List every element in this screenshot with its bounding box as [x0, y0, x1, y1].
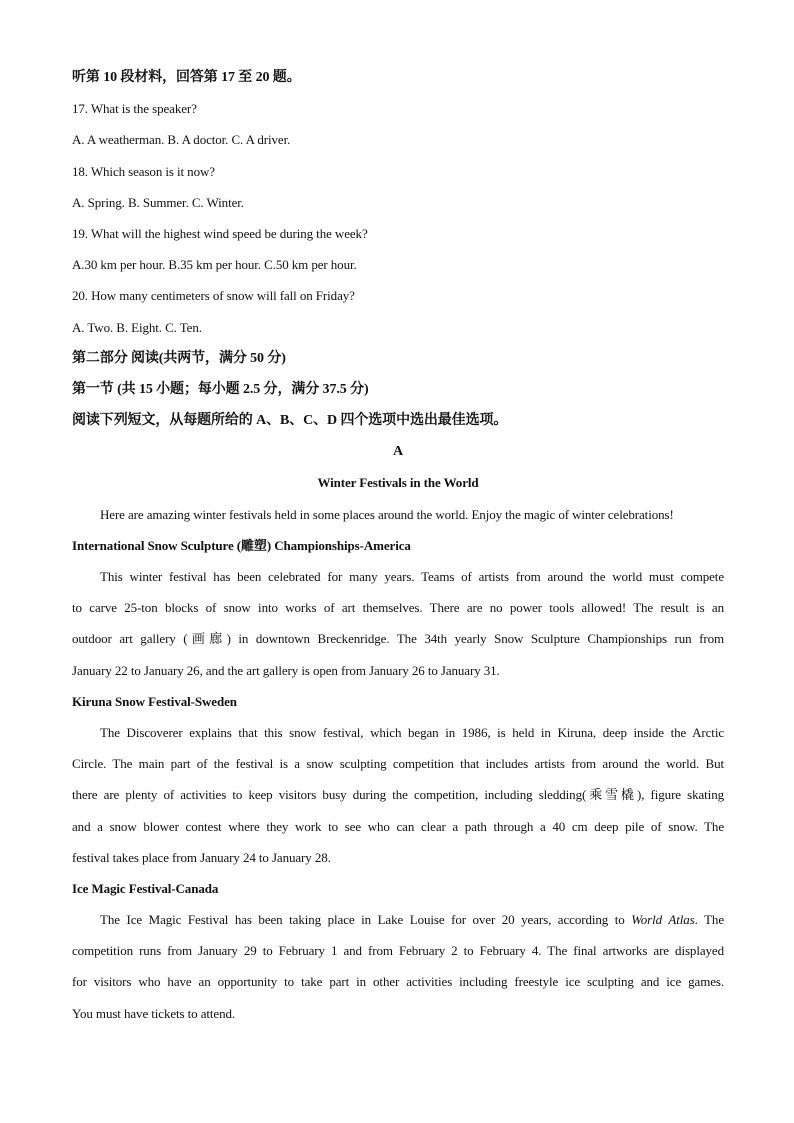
- paragraph-line: This winter festival has been celebrated for many years. Teams of artists from around the world must compete: [100, 569, 724, 584]
- passage-intro: Here are amazing winter festivals held in some places around the world. Enjoy the magic of winter celebrations!: [100, 506, 674, 522]
- paragraph-line: and a snow blower contest where they work to see who can clear a path through a 40 cm deep pile of snow. The: [72, 818, 724, 834]
- paragraph-line: for visitors who have an opportunity to take part in other activities including freestyle ice sculpting and ice games.: [72, 974, 724, 990]
- section-heading-canada: Ice Magic Festival-Canada: [72, 880, 219, 896]
- paragraph-line: The Discoverer explains that this snow festival, which began in 1986, is held in Kiruna, deep inside the Arctic: [100, 724, 724, 740]
- passage-title: Winter Festivals in the World: [317, 475, 479, 491]
- paragraph-line: January 22 to January 26, and the art gallery is open from January 26 to January 31.: [72, 662, 500, 678]
- question-text: 18. Which season is it now?: [72, 163, 215, 179]
- paragraph-line: outdoor art gallery (画廊) in downtown Breckenridge. The 34th yearly Snow Sculpture Championships run from: [72, 631, 724, 647]
- exam-page: [72, 62, 724, 1029]
- section-heading-sweden: Kiruna Snow Festival-Sweden: [72, 693, 237, 709]
- paragraph-line: festival takes place from January 24 to January 28.: [72, 849, 331, 865]
- question-text: 20. How many centimeters of snow will fall on Friday?: [72, 288, 355, 304]
- source-italic: World Atlas: [631, 912, 695, 928]
- paragraph-line: competition runs from January 29 to February 1 and from February 2 to February 4. The final artworks are displayed: [72, 943, 724, 959]
- paragraph-line: to carve 25-ton blocks of snow into works of art themselves. There are no power tools allowed! The result is an: [72, 600, 724, 616]
- reading-section-heading: 第一节 (共 15 小题；每小题 2.5 分，满分 37.5 分): [72, 381, 369, 397]
- paragraph-line: there are plenty of activities to keep visitors busy during the competition, including sledding(乘雪橇), figure skating: [72, 787, 724, 803]
- paragraph-text: . The: [694, 912, 724, 928]
- section-paragraph-america: [72, 561, 724, 686]
- question-20: [72, 280, 724, 342]
- section-paragraph-sweden: [72, 717, 724, 873]
- section-heading-america: International Snow Sculpture (雕塑) Championships-America: [72, 537, 411, 553]
- passage-letter: A: [392, 444, 403, 460]
- question-text: 17. What is the speaker?: [72, 101, 197, 117]
- paragraph-text: The Ice Magic Festival has been taking place in Lake Louise for over 20 years, according to: [100, 912, 632, 928]
- question-text: 19. What will the highest wind speed be during the week?: [72, 225, 368, 241]
- question-17: [72, 93, 724, 155]
- question-options: A.30 km per hour. B.35 km per hour. C.50 km per hour.: [72, 257, 357, 273]
- reading-part-heading: 第二部分 阅读(共两节，满分 50 分): [72, 350, 286, 366]
- question-18: [72, 156, 724, 218]
- question-options: A. Spring. B. Summer. C. Winter.: [72, 194, 244, 210]
- paragraph-line: [72, 904, 724, 935]
- reading-instruction: 阅读下列短文，从每题所给的 A、B、C、D 四个选项中选出最佳选项。: [72, 413, 508, 429]
- question-options: A. Two. B. Eight. C. Ten.: [72, 319, 202, 335]
- paragraph-line: Circle. The main part of the festival is a snow sculpting competition that includes artists from around the world. But: [72, 756, 724, 772]
- paragraph-line: You must have tickets to attend.: [72, 1005, 236, 1021]
- section-paragraph-canada: [72, 904, 724, 1029]
- listening-heading: 听第 10 段材料，回答第 17 至 20 题。: [72, 70, 301, 85]
- question-19: [72, 218, 724, 280]
- question-options: A. A weatherman. B. A doctor. C. A driver.: [72, 132, 291, 148]
